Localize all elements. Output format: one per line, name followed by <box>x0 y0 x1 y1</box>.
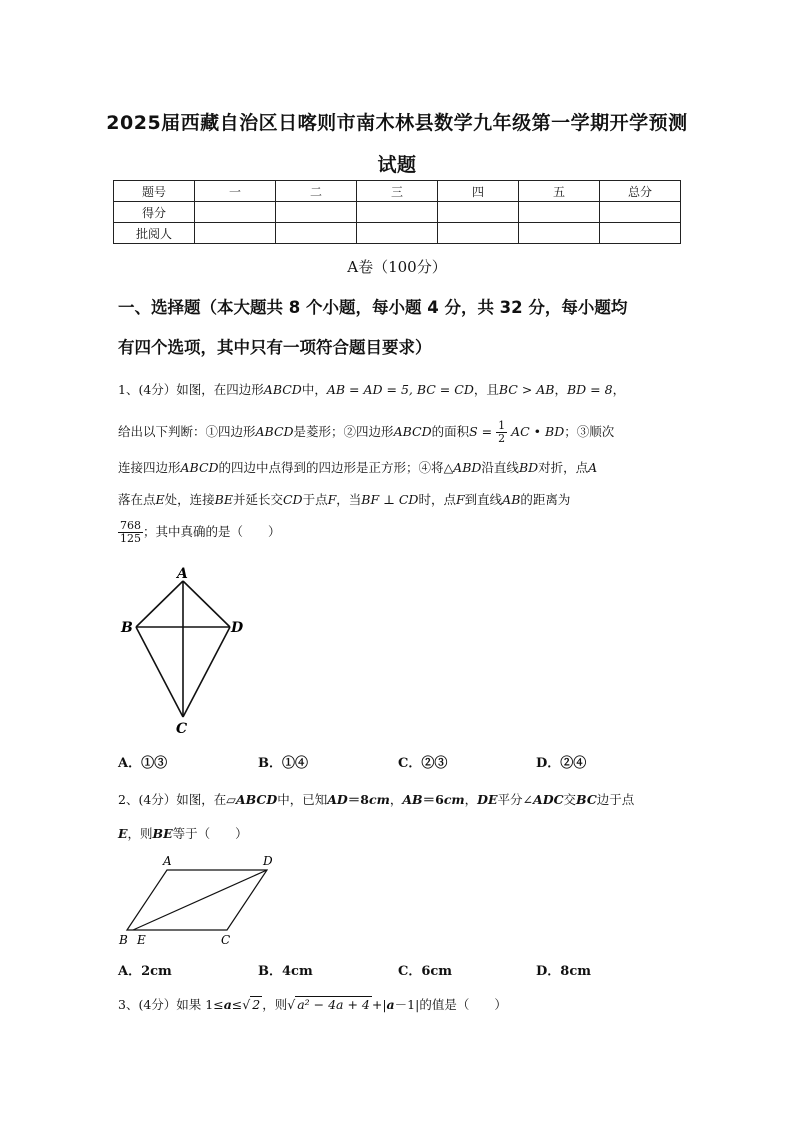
math: BD = 8 <box>567 382 613 397</box>
math: ABCD <box>235 792 278 807</box>
math: AC • BD <box>511 424 565 439</box>
q1-line5 <box>118 520 688 545</box>
reviewer-cell[interactable] <box>357 223 438 244</box>
text: ，则 <box>127 826 153 841</box>
text: 3、(4分）如果 1≤ <box>118 997 224 1012</box>
reviewer-cell[interactable] <box>519 223 600 244</box>
score-cell[interactable] <box>195 202 276 223</box>
text: 到直线 <box>464 492 503 507</box>
fraction-denominator: 2 <box>498 432 506 445</box>
fraction-numerator: 1 <box>498 419 506 432</box>
text: ≤ <box>231 997 243 1012</box>
score-header-cell: 五 <box>519 181 600 202</box>
q1-line2 <box>118 420 688 445</box>
q1-option-c[interactable]: C．②③ <box>398 756 448 771</box>
math: △ABD <box>443 460 482 475</box>
edge-dc <box>183 627 230 717</box>
math: BC > AB <box>498 382 555 397</box>
text: 等于（ ） <box>172 826 248 841</box>
text: ， <box>554 382 567 397</box>
text: ＝6 <box>422 792 444 807</box>
score-cell[interactable] <box>357 202 438 223</box>
score-header-cell: 一 <box>195 181 276 202</box>
reviewer-cell[interactable] <box>195 223 276 244</box>
math: S = <box>469 424 493 439</box>
score-cell[interactable] <box>438 202 519 223</box>
reviewer-cell[interactable] <box>276 223 357 244</box>
q1-option-a[interactable]: A．①③ <box>118 756 168 771</box>
reviewer-cell[interactable] <box>438 223 519 244</box>
text: +| <box>371 997 387 1012</box>
text: ，且 <box>473 382 499 397</box>
math: BD <box>518 460 539 475</box>
volume-label: A卷（100分） <box>347 258 447 276</box>
math: ADC <box>533 792 564 807</box>
score-row <box>114 202 681 223</box>
text: 2、(4分）如图，在 <box>118 792 227 807</box>
score-header-cell: 二 <box>276 181 357 202</box>
vertex-label-c: C <box>221 933 231 947</box>
text: 处，连接 <box>164 492 215 507</box>
text: 的距离为 <box>520 492 571 507</box>
reviewer-cell[interactable] <box>600 223 681 244</box>
text: 的四边中点得到的四边形是正方形；④将 <box>218 460 444 475</box>
text: 并延长交 <box>232 492 283 507</box>
q2-option-c[interactable]: C．6cm <box>398 964 453 979</box>
math: CD <box>282 492 303 507</box>
text: 是菱形；②四边形 <box>293 424 394 439</box>
q1-line4 <box>118 490 688 508</box>
edge-ad <box>183 581 230 627</box>
vertex-label-d: D <box>263 854 273 868</box>
fraction-distance <box>118 520 143 545</box>
text: ，当 <box>336 492 362 507</box>
text: 给出以下判断：①四边形 <box>118 424 256 439</box>
reviewer-row <box>114 223 681 244</box>
text: 边于点 <box>596 792 635 807</box>
text: 的面积 <box>431 424 470 439</box>
math: F <box>455 492 465 507</box>
text: 交 <box>563 792 577 807</box>
math: a <box>223 997 232 1012</box>
text: 对折，点 <box>538 460 589 475</box>
math: ABCD <box>255 424 294 439</box>
score-cell[interactable] <box>519 202 600 223</box>
math: DE <box>477 792 498 807</box>
q1-option-b[interactable]: B．①④ <box>258 756 308 771</box>
text: 沿直线 <box>481 460 519 475</box>
score-header-cell: 总分 <box>600 181 681 202</box>
text: 时，点 <box>418 492 456 507</box>
q2-line2 <box>118 824 688 842</box>
sqrt-radicand: a² − 4a + 4 <box>297 997 370 1012</box>
score-table <box>113 180 681 244</box>
sqrt-symbol: √ <box>242 997 251 1012</box>
math: ABCD <box>180 460 219 475</box>
text: ＝8 <box>347 792 369 807</box>
q2-option-a[interactable]: A．2cm <box>118 964 172 979</box>
math: BF ⊥ CD <box>361 492 419 507</box>
math: ABCD <box>263 382 302 397</box>
score-header-cell: 题号 <box>114 181 195 202</box>
parallelogram-symbol: ▱ <box>226 792 236 807</box>
math: AB = AD = 5, BC = CD <box>326 382 474 397</box>
fraction-denominator: 125 <box>120 532 141 545</box>
math: BE <box>214 492 233 507</box>
edge-ab <box>136 581 183 627</box>
math: A <box>588 460 598 475</box>
document-title-line2: 试题 <box>377 154 417 176</box>
score-row-label: 得分 <box>114 202 195 223</box>
math: a <box>386 997 395 1012</box>
text: 于点 <box>302 492 328 507</box>
text: ， <box>389 792 403 807</box>
q1-option-d[interactable]: D．②④ <box>536 756 587 771</box>
text: 中， <box>301 382 327 397</box>
vertex-label-a: A <box>177 566 188 582</box>
text: ， <box>464 792 478 807</box>
text: 落在点 <box>118 492 156 507</box>
q1-line1 <box>118 380 688 398</box>
math: AB <box>402 792 423 807</box>
score-header-cell: 三 <box>357 181 438 202</box>
q3-line1 <box>118 995 688 1013</box>
q1-line3 <box>118 458 688 476</box>
text: ；其中真确的是（ ） <box>143 524 281 539</box>
text: ；③顺次 <box>564 424 615 439</box>
math: F <box>327 492 337 507</box>
sqrt-symbol: √ <box>287 997 296 1012</box>
fraction-numerator: 768 <box>120 519 141 532</box>
q2-option-b[interactable]: B．4cm <box>258 964 313 979</box>
fraction-half <box>496 420 507 445</box>
score-cell[interactable] <box>276 202 357 223</box>
vertex-label-b: B <box>121 620 133 636</box>
unit: cm <box>443 792 465 807</box>
vertex-label-b: B <box>119 933 128 947</box>
section-heading-line2: 有四个选项，其中只有一项符合题目要求） <box>118 338 432 357</box>
math: BE <box>152 826 173 841</box>
vertex-label-e: E <box>137 933 146 947</box>
text: 1、(4分）如图，在四边形 <box>118 382 264 397</box>
sqrt-radicand: 2 <box>252 997 261 1012</box>
reviewer-row-label: 批阅人 <box>114 223 195 244</box>
score-header-cell: 四 <box>438 181 519 202</box>
q2-option-d[interactable]: D．8cm <box>536 964 591 979</box>
score-table-header-row <box>114 181 681 202</box>
vertex-label-a: A <box>163 854 172 868</box>
math: E <box>155 492 165 507</box>
math: AB <box>502 492 521 507</box>
vertex-label-c: C <box>176 721 188 737</box>
section-heading-line1: 一、选择题（本大题共 8 个小题，每小题 4 分，共 32 分，每小题均 <box>118 298 628 317</box>
text: 连接四边形 <box>118 460 181 475</box>
q2-line1 <box>118 790 688 808</box>
text: －1|的值是（ ） <box>394 997 507 1012</box>
document-title-line1: 2025届西藏自治区日喀则市南木林县数学九年级第一学期开学预测 <box>106 112 688 134</box>
unit: cm <box>368 792 390 807</box>
math: E <box>118 826 128 841</box>
text: 中，已知 <box>277 792 328 807</box>
text: ， <box>612 382 626 397</box>
math: ABCD <box>393 424 432 439</box>
text: ，则 <box>262 997 288 1012</box>
text: 平分∠ <box>497 792 534 807</box>
score-cell[interactable] <box>600 202 681 223</box>
edge-bc <box>136 627 183 717</box>
vertex-label-d: D <box>231 620 244 636</box>
q1-kite-figure <box>118 565 253 740</box>
math: AD <box>327 792 348 807</box>
q2-parallelogram-figure <box>115 852 285 947</box>
math: BC <box>576 792 597 807</box>
